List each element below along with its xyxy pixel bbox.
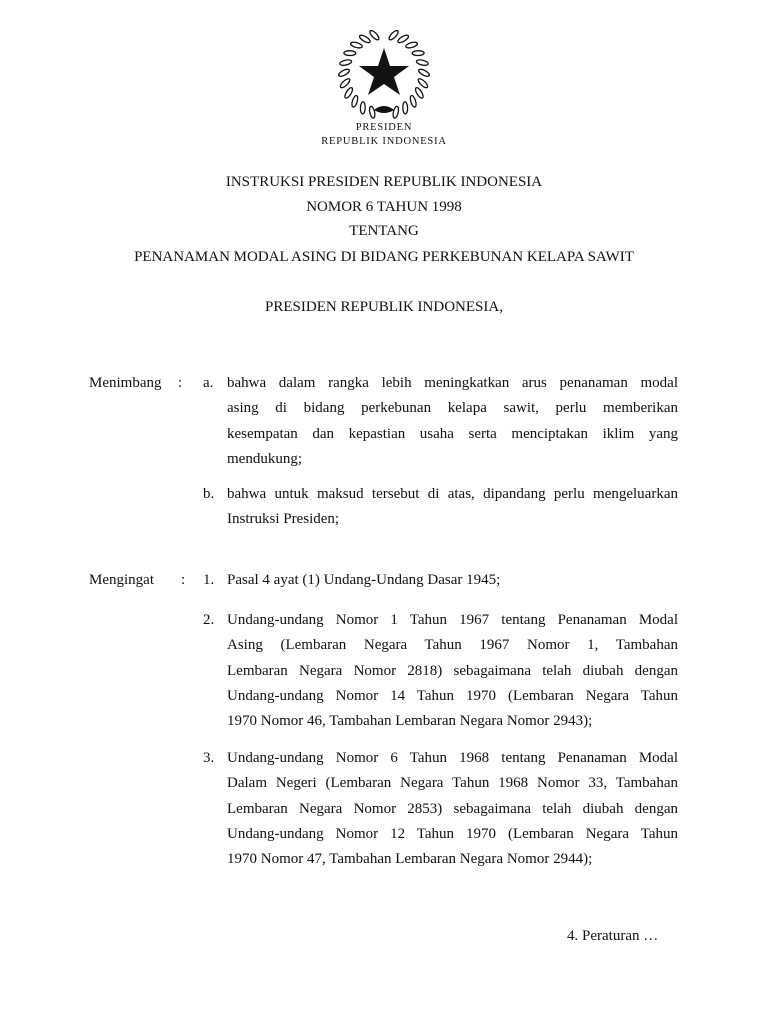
item-marker: 2. xyxy=(203,612,215,628)
item-line: Undang-undang Nomor 12 Tahun 1970 (Lembaran Negara Tahun xyxy=(227,825,678,842)
menimbang-label: Menimbang xyxy=(89,375,162,391)
title-line-2: NOMOR 6 TAHUN 1998 xyxy=(306,199,462,215)
item-line: Lembaran Negara Nomor 2818) sebagaimana telah diubah dengan xyxy=(227,662,678,679)
issuer: PRESIDEN REPUBLIK INDONESIA, xyxy=(265,299,503,315)
letterhead-presiden: PRESIDEN xyxy=(355,122,413,133)
item-line: Dalam Negeri (Lembaran Negara Tahun 1968 Nomor 33, Tambahan xyxy=(227,775,678,792)
item-marker: 3. xyxy=(203,750,215,766)
title-line-1: INSTRUKSI PRESIDEN REPUBLIK INDONESIA xyxy=(225,174,543,190)
title-line-4: PENANAMAN MODAL ASING DI BIDANG PERKEBUNAN KELAPA SAWIT xyxy=(134,249,634,265)
item-line: 1970 Nomor 47, Tambahan Lembaran Negara Nomor 2944); xyxy=(227,851,593,868)
menimbang-colon: : xyxy=(178,375,183,391)
item-marker: b. xyxy=(203,486,215,502)
item-line: Lembaran Negara Nomor 2853) sebagaimana telah diubah dengan xyxy=(227,800,678,817)
item-line: Asing (Lembaran Negara Tahun 1967 Nomor 1, Tambahan xyxy=(227,637,678,654)
item-line: mendukung; xyxy=(227,450,302,467)
item-line: Undang-undang Nomor 14 Tahun 1970 (Lembaran Negara Tahun xyxy=(227,687,678,704)
letterhead-republik: REPUBLIK INDONESIA xyxy=(321,136,447,147)
item-line: Pasal 4 ayat (1) Undang-Undang Dasar 1945; xyxy=(227,572,501,588)
item-line: bahwa dalam rangka lebih meningkatkan arus penanaman modal xyxy=(227,375,678,391)
garuda-emblem-icon xyxy=(334,28,434,120)
item-line: bahwa untuk maksud tersebut di atas, dipandang perlu mengeluarkan xyxy=(227,486,678,502)
item-marker: a. xyxy=(203,375,214,391)
mengingat-label: Mengingat xyxy=(89,572,154,588)
item-marker: 1. xyxy=(203,572,215,588)
item-line: 1970 Nomor 46, Tambahan Lembaran Negara Nomor 2943); xyxy=(227,713,593,730)
item-line: Undang-undang Nomor 6 Tahun 1968 tentang Penanaman Modal xyxy=(227,750,678,766)
item-line: asing di bidang perkebunan kelapa sawit, perlu memberikan xyxy=(227,400,678,417)
item-line: Undang-undang Nomor 1 Tahun 1967 tentang Penanaman Modal xyxy=(227,612,678,628)
mengingat-colon: : xyxy=(181,572,186,588)
title-line-3: TENTANG xyxy=(349,223,419,239)
item-line: kesempatan dan kepastian usaha serta menciptakan iklim yang xyxy=(227,425,678,442)
continuation-marker: 4. Peraturan … xyxy=(567,928,659,944)
item-line: Instruksi Presiden; xyxy=(227,511,340,528)
